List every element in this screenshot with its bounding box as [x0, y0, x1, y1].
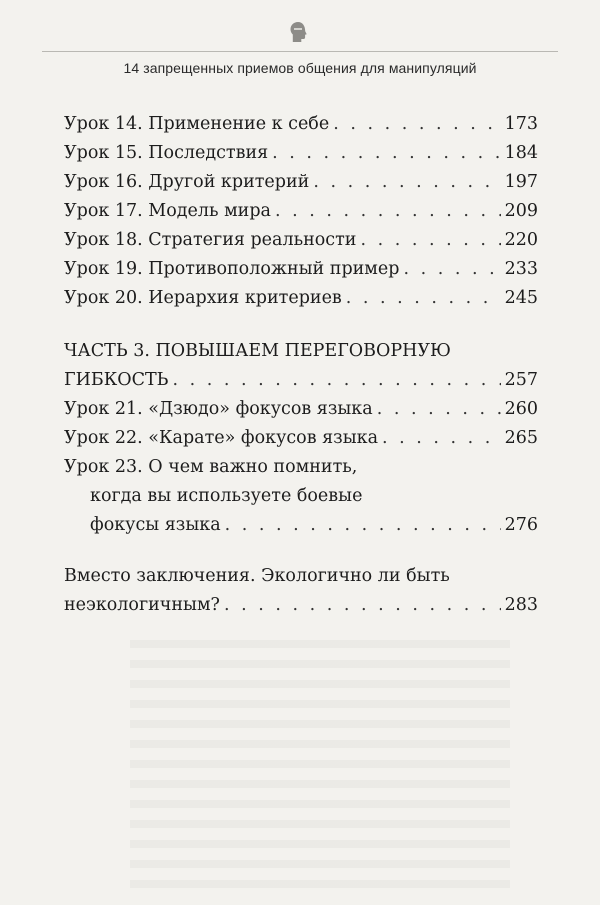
toc-entry: Урок 18. Стратегия реальности . . . 220: [64, 226, 538, 255]
toc-entry-multiline-1: Урок 23. О чем важно помнить,: [64, 457, 358, 477]
conclusion-line1: Вместо заключения. Экологично ли быть: [64, 566, 450, 586]
part-title-line1: ЧАСТЬ 3. ПОВЫШАЕМ ПЕРЕГОВОРНУЮ: [64, 341, 451, 361]
running-title: 14 запрещенных приемов общения для манипуляций: [123, 60, 477, 76]
toc-entry: Урок 19. Противоположный пример . . . 233: [64, 255, 538, 284]
bleed-through-text: [130, 640, 510, 900]
toc-entry: Урок 14. Применение к себе . . . 173: [64, 110, 538, 139]
toc-entry: Урок 17. Модель мира . . . 209: [64, 197, 538, 226]
toc-entry-multiline-2: когда вы используете боевые: [90, 486, 363, 506]
header-rule: [42, 51, 558, 52]
toc-entry: Урок 16. Другой критерий . . . 197: [64, 168, 538, 197]
toc-entry: Урок 15. Последствия . . . 184: [64, 139, 538, 168]
toc-entry-multiline-3: фокусы языка . . . 276: [64, 511, 538, 540]
head-silhouette-icon: [286, 20, 310, 44]
toc-entry: Урок 20. Иерархия критериев . . . 245: [64, 284, 538, 313]
toc-entry: Урок 21. «Дзюдо» фокусов языка . . . 260: [64, 395, 538, 424]
conclusion-line2: неэкологичным? . . . 283: [64, 591, 538, 620]
toc-entry: Урок 22. «Карате» фокусов языка . . . 265: [64, 424, 538, 453]
part-title-line2: ГИБКОСТЬ . . . 257: [64, 366, 538, 395]
table-of-contents: [64, 110, 538, 620]
